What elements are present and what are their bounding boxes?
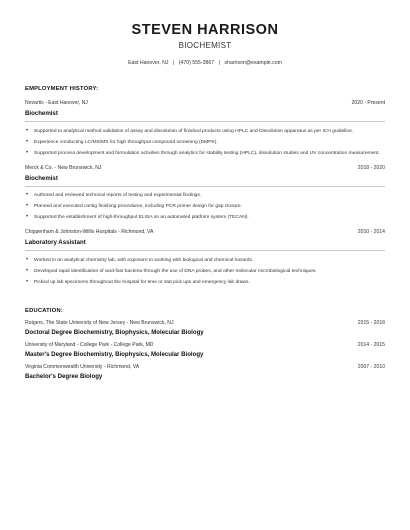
job-bullet: • Supported to analytical method validation of assay and dissolution of finished products using HPLC and Dissolution apparatus as per ICH guideline. (25, 128, 385, 135)
job-employer: Novartis - East Hanover, NJ (25, 100, 88, 106)
job-bullet: • Worked in an analytical chemistry lab, with exposure to working with biological and chemical hazards. (25, 257, 385, 264)
employment-heading: EMPLOYMENT HISTORY: (25, 86, 99, 92)
job-entry (25, 100, 385, 157)
job-bullets (25, 257, 385, 286)
candidate-name: STEVEN HARRISON (131, 22, 279, 38)
section-divider (25, 186, 385, 187)
location-text: East Hanover, NJ (128, 60, 169, 66)
job-bullets (25, 128, 385, 157)
education-header-row (25, 320, 385, 326)
job-bullet: • Experience conducting LC/MS/MS for high throughput compound screening (DMPK). (25, 139, 385, 146)
education-entry (25, 320, 385, 336)
education-school: University of Maryland - College Park - College Park, MD (25, 341, 154, 348)
contact-separator: | (172, 60, 175, 66)
education-school: Virginia Commonwealth University - Richmond, VA (25, 363, 140, 370)
contact-line (25, 60, 385, 66)
education-heading: EDUCATION: (25, 307, 63, 314)
section-divider (25, 121, 385, 122)
job-header-row (25, 229, 385, 235)
education-dates: 2007 - 2010 (357, 363, 385, 370)
candidate-title: BIOCHEMIST (178, 41, 232, 50)
job-dates: 2018 - 2020 (357, 164, 385, 171)
job-bullet: • Developed rapid identification of acid-fast bacteria through the use of DNA probes, and other molecular microbiological techniques. (25, 268, 385, 275)
education-header-row (25, 364, 385, 370)
job-dates: 2010 - 2014 (357, 229, 385, 236)
job-entry (25, 229, 385, 286)
education-header-row (25, 342, 385, 348)
job-dates: 2020 - Present (351, 100, 385, 106)
job-role: Biochemist (25, 174, 58, 182)
job-employer: Chippenham & Johnston-Willis Hospitals - Richmond, VA (25, 229, 154, 236)
job-bullet: • Supported process development and formulation activities through analytics for stability testing (HPLC), dissolution studies and UV concentration measurement. (25, 150, 385, 157)
education-entry (25, 342, 385, 358)
job-bullet: • Supported the establishment of high-throughput ELISA on an automated platform system (TECAN). (25, 214, 385, 221)
section-divider (25, 250, 385, 251)
job-employer: Merck & Co. - New Brunswick, NJ (25, 164, 102, 171)
education-degree: Doctoral Degree Biochemistry, Biophysics, Molecular Biology (25, 328, 204, 336)
job-bullet: • Authored and reviewed technical reports of testing and experimental findings. (25, 192, 385, 199)
job-bullet: • Planned and executed contig finishing procedures, including PCR primer design for gap closure. (25, 203, 385, 210)
job-role: Laboratory Assistant (25, 239, 86, 247)
job-role: Biochemist (25, 110, 58, 117)
job-bullets (25, 192, 385, 221)
job-bullet: • Picked up lab specimens throughout the hospital for time or stat pick ups and emergency lab draws. (25, 279, 385, 286)
education-dates: 2015 - 2018 (357, 319, 385, 326)
education-school: Rutgers, The State University of New Jersey - New Brunswick, NJ (25, 319, 174, 326)
education-degree: Master's Degree Biochemistry, Biophysics, Molecular Biology (25, 350, 204, 358)
education-dates: 2014 - 2015 (357, 341, 385, 348)
job-header-row (25, 100, 385, 106)
contact-separator: | (218, 60, 221, 66)
education-entry (25, 364, 385, 380)
phone-text: (470) 555-3867 (178, 60, 215, 66)
job-header-row (25, 165, 385, 171)
email-text: sharrison@example.com (224, 60, 282, 66)
job-entry (25, 165, 385, 222)
education-degree: Bachelor's Degree Biology (25, 372, 103, 380)
